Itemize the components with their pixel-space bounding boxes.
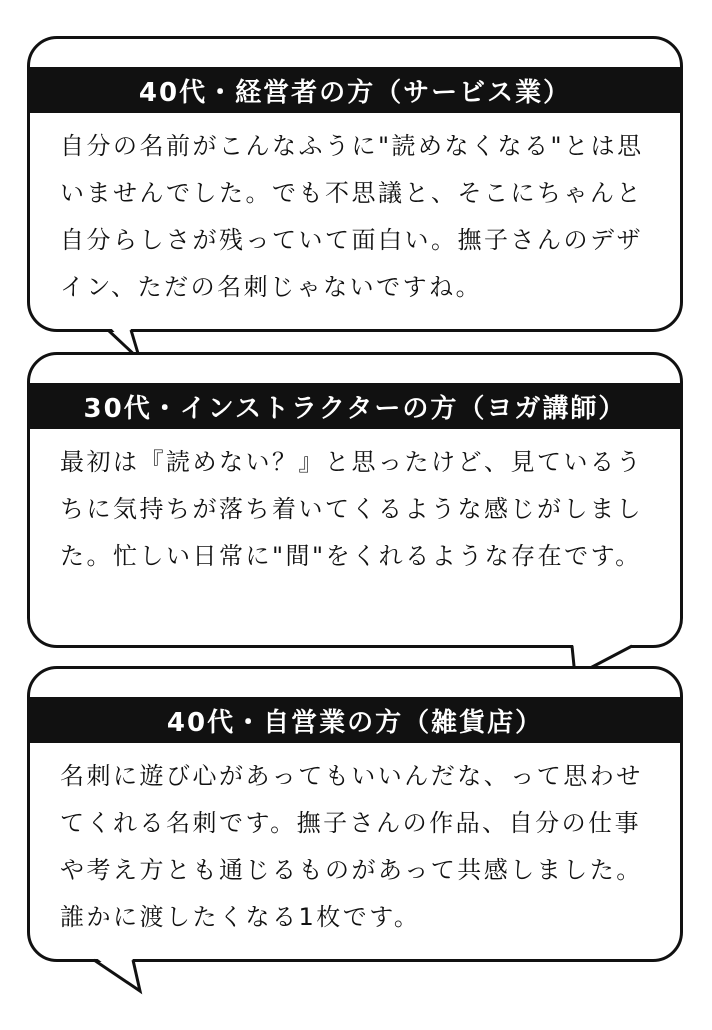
testimonial-text: 最初は『読めない？』と思ったけど、見ているうちに気持ちが落ち着いてくるような感じがしました。忙しい日常に"間"をくれるような存在です。 bbox=[60, 448, 643, 570]
testimonial-text: 名刺に遊び心があってもいいんだな、って思わせてくれる名刺です。撫子さんの作品、自分の仕事や考え方とも通じるものがあって共感しました。誰かに渡したくなる1枚です。 bbox=[60, 762, 643, 931]
testimonial-heading: 40代・自営業の方（雑貨店） bbox=[30, 697, 680, 743]
testimonial-heading: 40代・経営者の方（サービス業） bbox=[30, 67, 680, 113]
testimonial-bubble-2 bbox=[27, 352, 683, 648]
testimonial-text: 自分の名前がこんなふうに"読めなくなる"とは思いませんでした。でも不思議と、そこにちゃんと自分らしさが残っていて面白い。撫子さんのデザイン、ただの名刺じゃないですね。 bbox=[60, 132, 644, 301]
testimonial-heading: 30代・インストラクターの方（ヨガ講師） bbox=[30, 383, 680, 429]
testimonial-bubble-1 bbox=[27, 36, 683, 332]
testimonial-bubble-3 bbox=[27, 666, 683, 962]
